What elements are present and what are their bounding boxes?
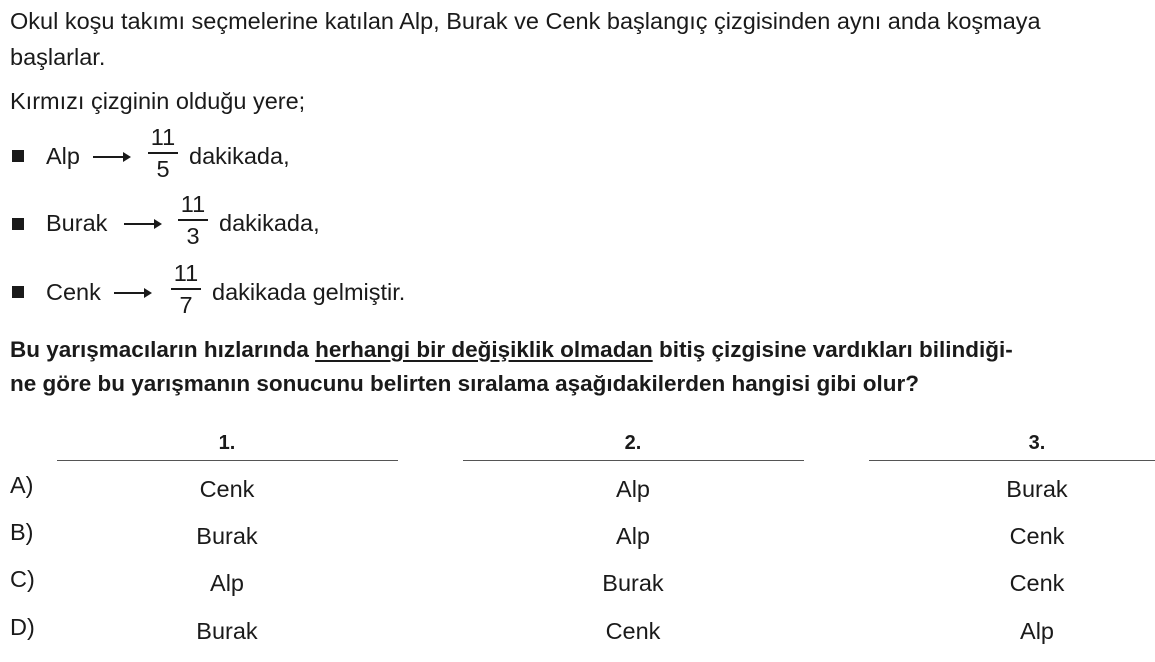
square-bullet-icon [12,286,24,298]
runner-suffix: dakikada, [189,143,290,169]
option-cell: Alp [210,570,244,596]
option-cell: Cenk [199,476,255,502]
fraction-numerator: 11 [150,124,176,150]
option-letter: B) [10,519,34,545]
option-cell: Alp [616,476,650,502]
question-line-1 [10,337,1013,363]
square-bullet-icon [12,150,24,162]
option-cell: Cenk [605,618,661,644]
runner-name: Burak [46,210,108,236]
intro-line-3: Kırmızı çizginin olduğu yere; [10,88,306,114]
runner-name: Cenk [46,279,101,305]
option-cell: Burak [1006,476,1068,502]
fraction-numerator: 11 [180,191,206,217]
option-cell: Cenk [1009,523,1065,549]
square-bullet-icon [12,218,24,230]
column-divider [869,460,1155,461]
fraction-denominator: 7 [179,291,193,318]
option-letter: C) [10,566,35,592]
runner-suffix: dakikada gelmiştir. [212,279,406,305]
runner-suffix: dakikada, [219,210,320,236]
runner-name: Alp [46,143,80,169]
fraction-numerator: 11 [173,260,199,286]
intro-line-2: başlarlar. [10,44,106,70]
column-header-3: 3. [1028,432,1046,454]
fraction [178,191,208,249]
option-letter: D) [10,614,35,640]
column-header-2: 2. [624,432,642,454]
column-divider [463,460,804,461]
fraction-denominator: 5 [156,155,170,182]
option-cell: Cenk [1009,570,1065,596]
right-arrow-icon [114,292,150,294]
option-cell: Burak [196,618,258,644]
fraction [148,124,178,182]
option-cell: Alp [616,523,650,549]
column-divider [57,460,398,461]
option-cell: Alp [1020,618,1054,644]
fraction-bar [178,219,208,221]
fraction-bar [148,152,178,154]
fraction-bar [171,288,201,290]
column-header-1: 1. [218,432,236,454]
question-text: Bu yarışmacıların hızlarında [10,337,316,362]
question-line-2: ne göre bu yarışmanın sonucunu belirten sıralama aşağıdakilerden hangisi gibi olur? [10,371,919,396]
question-underlined-phrase: herhangi bir değişiklik olmadan [315,337,653,362]
option-letter: A) [10,472,34,498]
right-arrow-icon [93,156,129,158]
intro-line-1: Okul koşu takımı seçmelerine katılan Alp, Burak ve Cenk başlangıç çizgisinden aynı anda koşmaya [10,8,1041,34]
option-cell: Burak [602,570,664,596]
fraction-denominator: 3 [186,222,200,249]
question-text: bitiş çizgisine vardıkları bilindiği- [652,337,1013,362]
option-cell: Burak [196,523,258,549]
right-arrow-icon [124,223,160,225]
fraction [171,260,201,318]
